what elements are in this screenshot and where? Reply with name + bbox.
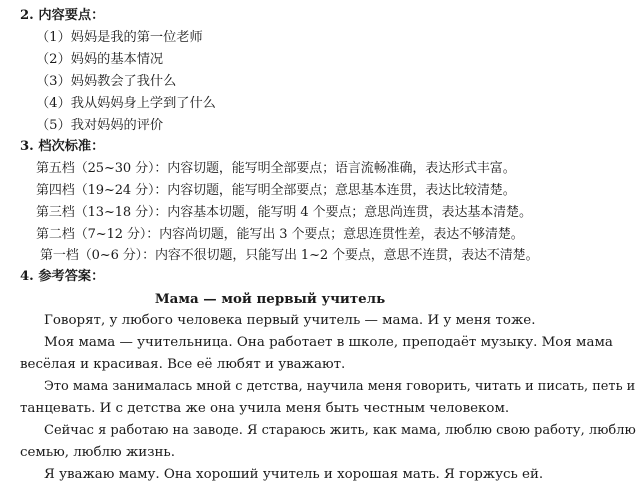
- content-point-3: （3）妈妈教会了我什么: [36, 74, 177, 89]
- essay-line-3: весёлая и красивая. Все её любят и уважают.: [20, 357, 346, 372]
- section-3-heading: 3. 档次标准：: [20, 139, 105, 154]
- essay-title: Мама — мой первый учитель: [154, 291, 386, 307]
- grade-level-1: 第一档（0~6 分）：内容不很切题，只能写出 1~2 个要点，意思不连贯，表达不清楚。: [40, 248, 539, 263]
- grade-level-4: 第四档（19~24 分）：内容切题，能写明全部要点；意思基本连贯，表达比较清楚。: [36, 183, 516, 198]
- essay-line-5: танцевать. И с детства же она учила меня быть честным человеком.: [20, 401, 510, 416]
- section-2-heading: 2. 内容要点：: [20, 8, 105, 23]
- content-point-1: （1）妈妈是我的第一位老师: [36, 30, 203, 45]
- section-4-heading: 4. 参考答案：: [20, 269, 105, 284]
- essay-line-4: Это мама занималась мной с детства, научила меня говорить, читать и писать, петь и: [44, 379, 636, 394]
- content-point-4: （4）我从妈妈身上学到了什么: [36, 96, 216, 111]
- essay-line-1: Говорят, у любого человека первый учитель — мама. И у меня тоже.: [44, 313, 536, 328]
- grade-level-5: 第五档（25~30 分）：内容切题，能写明全部要点；语言流畅准确，表达形式丰富。: [36, 161, 516, 176]
- essay-line-7: семью, люблю жизнь.: [20, 445, 175, 460]
- grade-level-2: 第二档（7~12 分）：内容尚切题，能写出 3 个要点；意思连贯性差，表达不够清楚。: [36, 227, 524, 242]
- essay-line-2: Моя мама — учительница. Она работает в школе, преподаёт музыку. Моя мама: [44, 335, 613, 350]
- essay-line-6: Сейчас я работаю на заводе. Я стараюсь жить, как мама, люблю свою работу, люблю: [44, 423, 636, 438]
- content-point-2: （2）妈妈的基本情况: [36, 52, 164, 67]
- essay-line-8: Я уважаю маму. Она хороший учитель и хорошая мать. Я горжусь ей.: [44, 467, 544, 482]
- content-point-5: （5）我对妈妈的评价: [36, 118, 164, 133]
- grade-level-3: 第三档（13~18 分）：内容基本切题，能写明 4 个要点；意思尚连贯，表达基本清楚。: [36, 205, 532, 220]
